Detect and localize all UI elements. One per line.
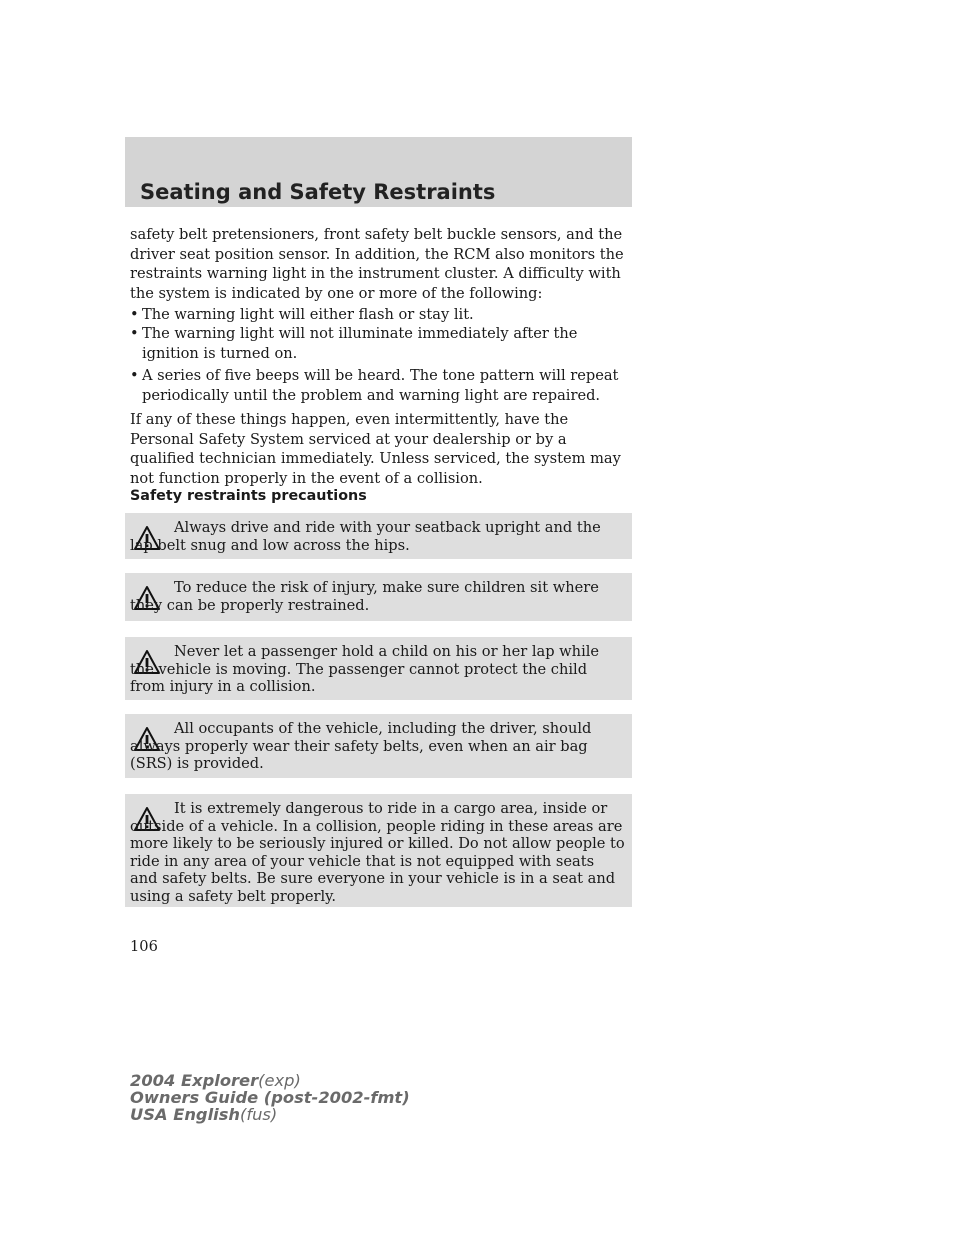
- list-item: • The warning light will not illuminate immediately after the ignition is turned on.: [130, 325, 578, 362]
- list-item: • A series of five beeps will be heard. The tone pattern will repeat periodically until the problem and warning light are repaired.: [130, 367, 619, 404]
- bullet-icon: •: [130, 325, 139, 342]
- intro-paragraph: safety belt pretensioners, front safety belt buckle sensors, and the driver seat position sensor. In addition, the RCM also monitors the restraints warning light in the instrument cluster. A difficulty with the system is indicated by one or more of the following:: [130, 226, 624, 302]
- bullet-icon: •: [130, 367, 139, 384]
- warning-text: Never let a passenger hold a child on his or her lap while the vehicle is moving. The passenger cannot protect the child from injury in a collision.: [130, 643, 600, 695]
- list-item: • The warning light will either flash or stay lit.: [130, 306, 474, 323]
- service-paragraph: If any of these things happen, even intermittently, have the Personal Safety System serviced at your dealership or by a qualified technician immediately. Unless serviced, the system may not function properly in the event of a collision.: [130, 411, 621, 487]
- bullet-icon: •: [130, 306, 139, 323]
- warning-box: [125, 714, 632, 778]
- section-heading: Safety restraints precautions: [130, 488, 367, 504]
- warning-box: [125, 637, 632, 700]
- warning-text: All occupants of the vehicle, including the driver, should always properly wear their safety belts, even when an air bag (SRS) is provided.: [130, 720, 592, 772]
- warning-text: It is extremely dangerous to ride in a cargo area, inside or outside of a vehicle. In a collision, people riding in these areas are more likely to be seriously injured or killed. Do not allow people to ride in any area of your vehicle that is not equipped with seats and safety belts. Be sure everyone in your vehicle is in a seat and using a safety belt properly.: [130, 800, 625, 905]
- warning-box: [125, 513, 632, 559]
- page-number: 106: [130, 938, 158, 955]
- warning-box: [125, 794, 632, 907]
- warning-text: To reduce the risk of injury, make sure children sit where they can be properly restrained.: [130, 579, 599, 614]
- warning-text: Always drive and ride with your seatback upright and the lap belt snug and low across the hips.: [130, 519, 601, 554]
- page-title: Seating and Safety Restraints: [140, 180, 496, 204]
- warning-box: [125, 573, 632, 621]
- document-footer: 2004 Explorer(exp) Owners Guide (post-2002-fmt) USA English(fus): [130, 1071, 410, 1124]
